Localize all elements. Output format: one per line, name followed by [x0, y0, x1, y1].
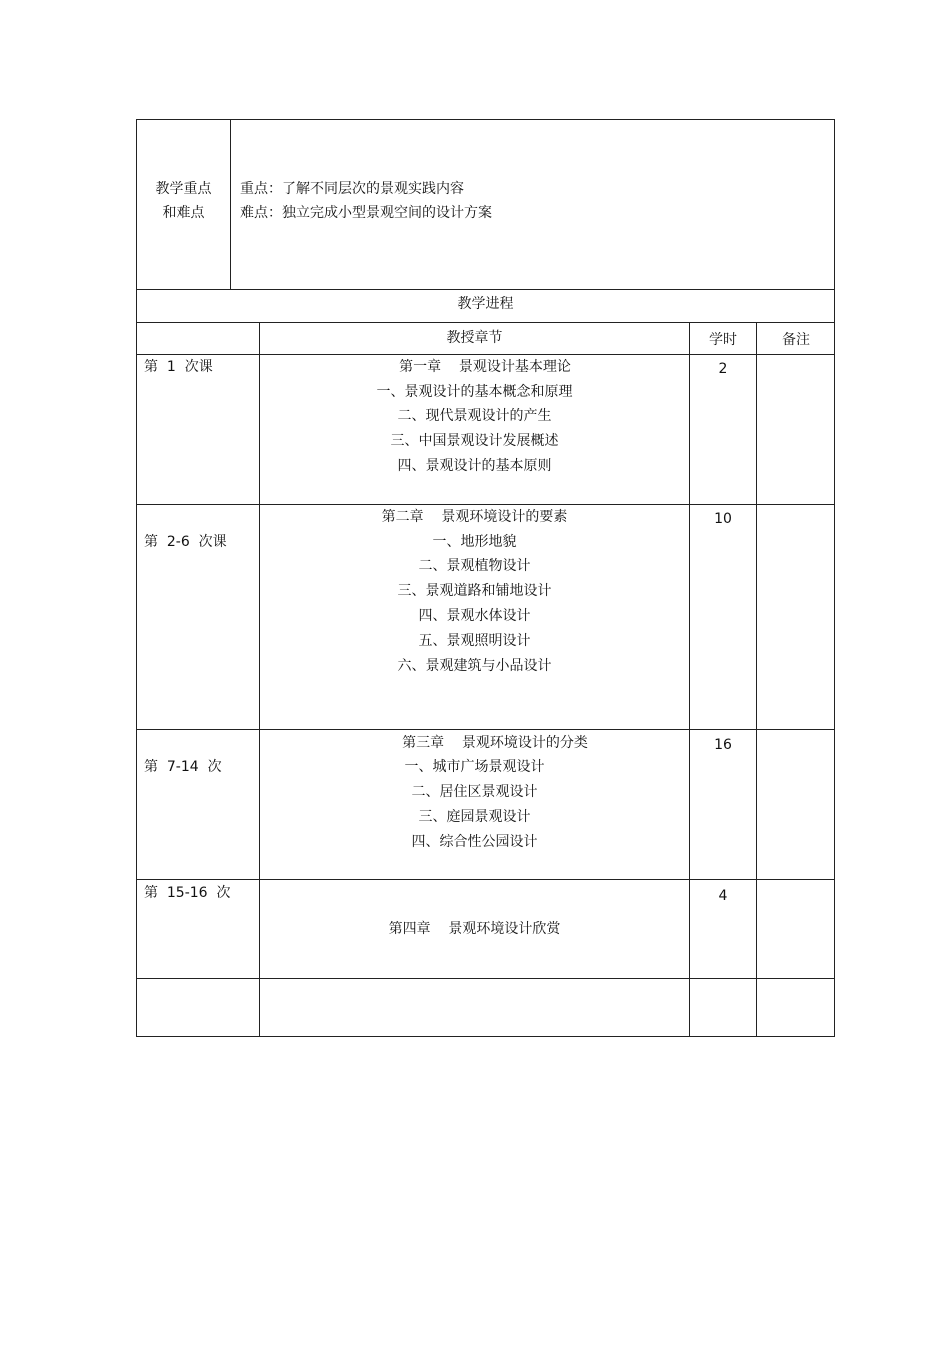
focus-text: 重点：了解不同层次的景观实践内容	[240, 181, 464, 197]
chapter-title: 第四章 景观环境设计欣赏	[388, 921, 561, 937]
chapter-item: 六、景观建筑与小品设计	[397, 658, 552, 674]
col-divider-notes	[756, 322, 757, 1037]
chapter-item: 三、景观道路和铺地设计	[397, 583, 552, 599]
divider-after-title	[136, 322, 835, 323]
header-chapter: 教授章节	[446, 330, 503, 346]
key-points-label-line1: 教学重点	[155, 181, 212, 197]
hours-value: 16	[714, 737, 732, 753]
progress-title: 教学进程	[457, 296, 514, 312]
chapter-title: 第三章 景观环境设计的分类	[402, 735, 588, 751]
chapter-item: 五、景观照明设计	[418, 633, 531, 649]
chapter-title: 第一章 景观设计基本理论	[399, 359, 571, 375]
key-points-divider	[230, 119, 231, 289]
chapter-item: 一、地形地貌	[432, 534, 517, 550]
session-label: 第 1 次课	[144, 359, 213, 375]
chapter-item: 二、景观植物设计	[418, 558, 531, 574]
chapter-item: 一、城市广场景观设计	[404, 759, 545, 775]
header-notes: 备注	[782, 332, 810, 348]
hours-value: 4	[718, 888, 728, 904]
chapter-item: 四、景观设计的基本原则	[397, 458, 552, 474]
session-label: 第 2-6 次课	[144, 534, 227, 550]
chapter-item: 三、中国景观设计发展概述	[390, 433, 559, 449]
row-divider	[136, 729, 835, 730]
chapter-item: 三、庭园景观设计	[418, 809, 531, 825]
key-points-label-line2: 和难点	[162, 205, 205, 221]
row-divider	[136, 504, 835, 505]
divider-after-header	[136, 354, 835, 355]
chapter-item: 一、景观设计的基本概念和原理	[376, 384, 573, 400]
chapter-item: 四、景观水体设计	[418, 608, 531, 624]
session-label: 第 15-16 次	[144, 885, 231, 901]
row-divider	[136, 879, 835, 880]
row-divider	[136, 978, 835, 979]
divider-after-key-points	[136, 289, 835, 290]
hours-value: 2	[718, 361, 728, 377]
col-divider-hours	[689, 322, 690, 1037]
chapter-title: 第二章 景观环境设计的要素	[381, 509, 568, 525]
chapter-item: 二、现代景观设计的产生	[397, 408, 552, 424]
header-hours: 学时	[709, 332, 737, 348]
hours-value: 10	[714, 511, 732, 527]
chapter-item: 二、居住区景观设计	[411, 784, 538, 800]
difficulty-text: 难点：独立完成小型景观空间的设计方案	[240, 205, 492, 221]
chapter-item: 四、综合性公园设计	[411, 834, 538, 850]
session-label: 第 7-14 次	[144, 759, 222, 775]
